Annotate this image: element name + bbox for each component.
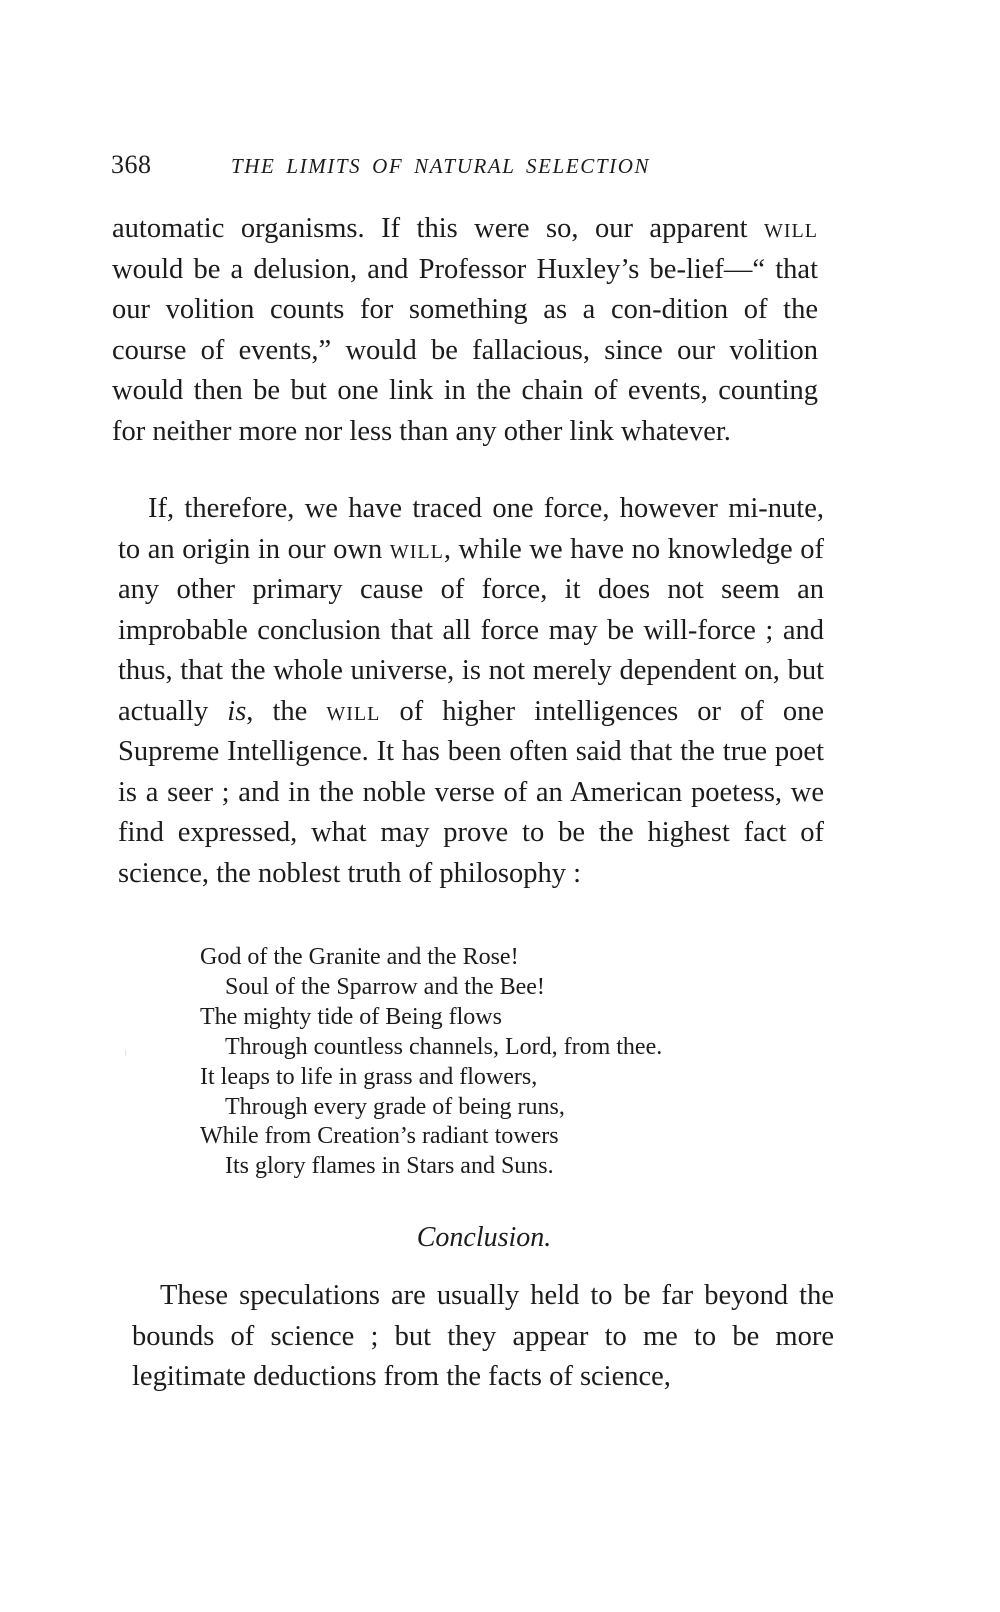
poem-block: [200, 943, 800, 1182]
paragraph-text: If, therefore, we have traced one force, however mi-nute, to an origin in our own: [118, 493, 824, 565]
italic-is: is: [227, 695, 247, 727]
small-caps-will: will: [389, 533, 444, 565]
poem-line: Through countless channels, Lord, from thee.: [225, 1033, 663, 1060]
page-number: 368: [111, 150, 152, 179]
running-head: THE LIMITS OF NATURAL SELECTION: [231, 154, 651, 178]
paragraph-continuation: [112, 209, 818, 452]
poem-line: The mighty tide of Being flows: [200, 1003, 502, 1030]
poem-line: While from Creation’s radiant towers: [200, 1123, 559, 1150]
poem-line: Its glory flames in Stars and Suns.: [225, 1153, 554, 1180]
section-heading: [0, 1222, 1000, 1254]
small-caps-will: will: [764, 213, 818, 244]
paragraph-will-force: [118, 489, 824, 894]
paragraph-text: of higher intelligences or of one Supreme Intelligence. It has been often said that the true poet is a seer ; and in the noble verse of an American poetess, we find expressed, what may prove to be the highest fact of science, the noblest truth of philosophy :: [118, 695, 824, 889]
poem-line: It leaps to life in grass and flowers,: [200, 1063, 538, 1090]
paragraph-text: would be a delusion, and Professor Huxley’s be-lief—“ that our volition counts for something as a con-dition of the course of events,” would be fallacious, since our volition would then be but one link in the chain of events, counting for neither more nor less than any other link whatever.: [112, 253, 818, 447]
section-heading-text: Conclusion.: [416, 1222, 552, 1253]
paragraph-text: automatic organisms. If this were so, our apparent: [112, 213, 765, 244]
paragraph-text: , the: [246, 695, 327, 727]
poem-line: God of the Granite and the Rose!: [200, 944, 519, 970]
paragraph-conclusion: These speculations are usually held to be far beyond the bounds of science ; but they appear to me to be more legitimate deductions from the facts of science,: [132, 1280, 834, 1392]
poem-line: Through every grade of being runs,: [225, 1093, 565, 1120]
poem-line: Soul of the Sparrow and the Bee!: [225, 973, 545, 1000]
scan-mark: [125, 1050, 126, 1056]
small-caps-will: will: [326, 695, 381, 727]
page-header: [111, 150, 731, 184]
paragraph-text: , while we have no knowledge of any other primary cause of force, it does not seem an improbable conclusion that all force may be will-force ; and thus, that the whole universe, is not merely dependent on, but actually: [118, 533, 825, 727]
